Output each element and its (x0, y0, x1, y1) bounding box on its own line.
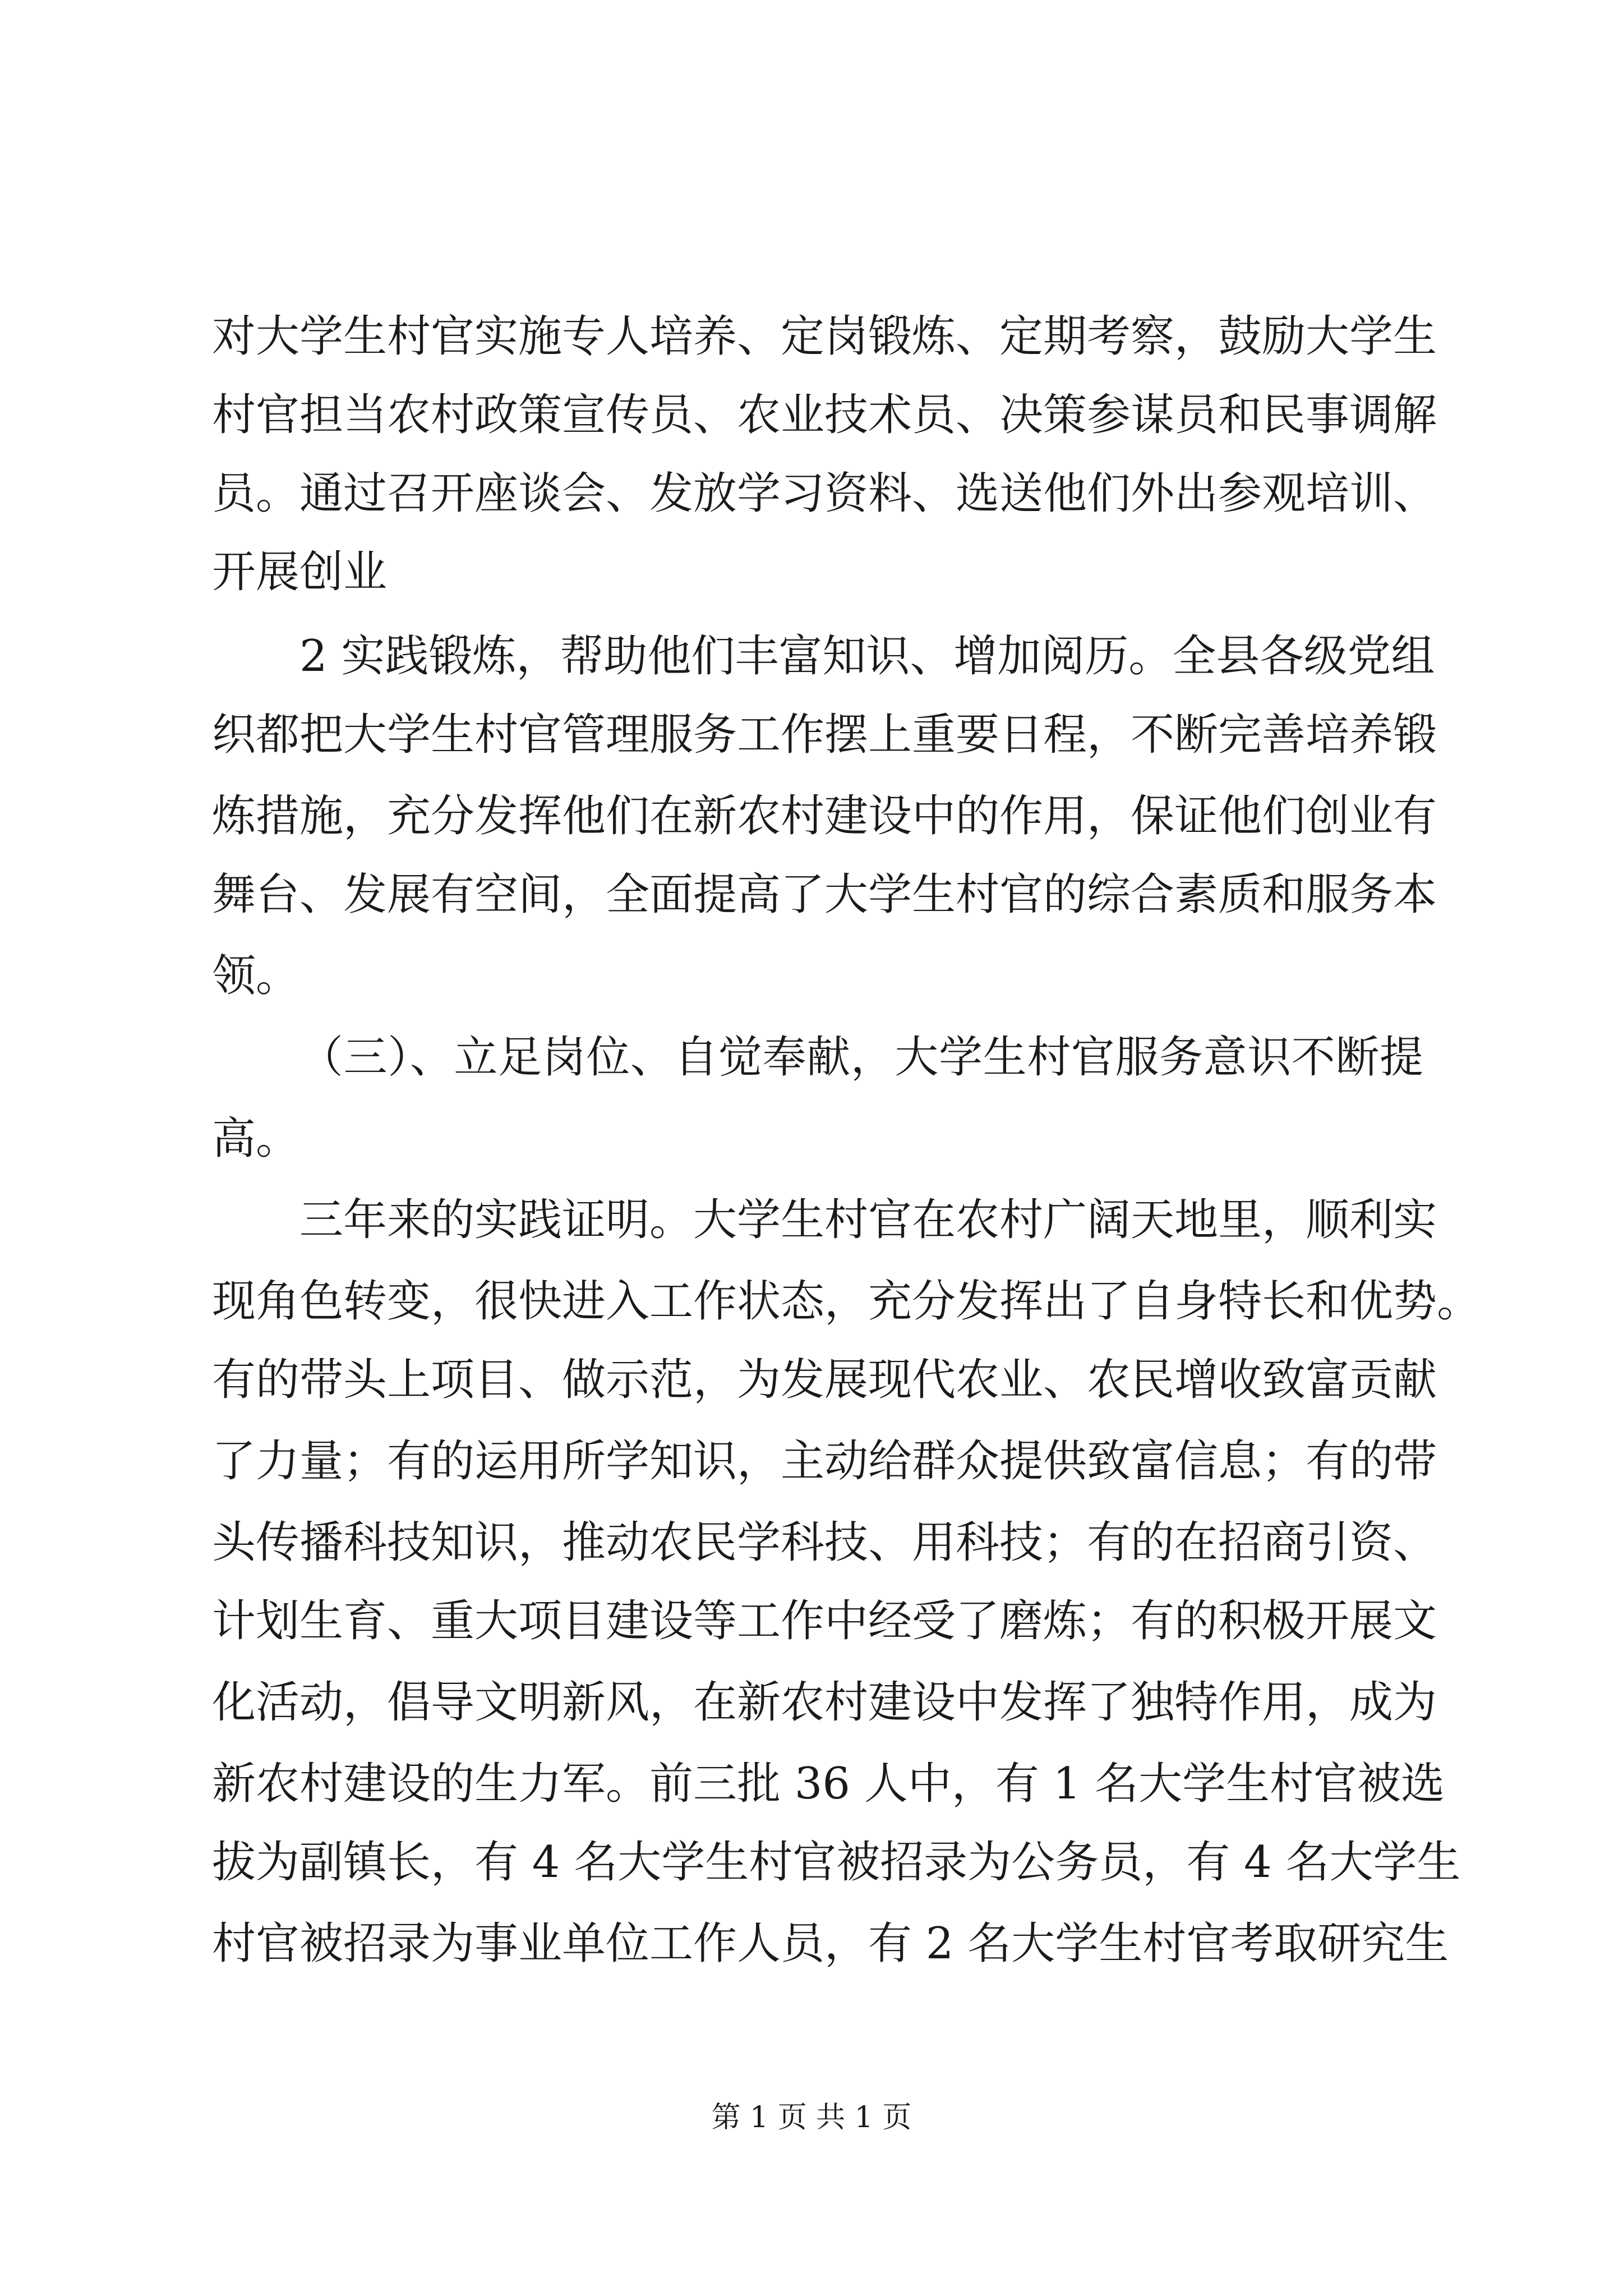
text-line: 领。 (212, 951, 300, 1001)
text-line: 村官被招录为事业单位工作人员，有 2 名大学生村官考取研究生 (212, 1918, 1449, 1969)
text-line: 拔为副镇长，有 4 名大学生村官被招录为公务员，有 4 名大学生 (212, 1837, 1461, 1888)
text-line: 开展创业 (212, 547, 388, 597)
text-line: 新农村建设的生力军。前三批 36 人中，有 1 名大学生村官被选 (212, 1759, 1445, 1809)
text-line: 对大学生村官实施专人培养、定岗锻炼、定期考察，鼓励大学生 (212, 311, 1437, 362)
text-line: 舞台、发展有空间，全面提高了大学生村官的综合素质和服务本 (212, 869, 1437, 920)
text-line: 化活动，倡导文明新风，在新农村建设中发挥了独特作用，成为 (212, 1677, 1437, 1728)
section-heading-continuation: 高。 (212, 1114, 300, 1164)
text-line: 有的带头上项目、做示范，为发展现代农业、农民增收致富贡献 (212, 1355, 1437, 1405)
section-heading: （三）、立足岗位、自觉奉献，大学生村官服务意识不断提 (299, 1032, 1423, 1083)
text-line: 炼措施，充分发挥他们在新农村建设中的作用，保证他们创业有 (212, 791, 1437, 841)
text-line: 了力量；有的运用所学知识，主动给群众提供致富信息；有的带 (212, 1436, 1437, 1487)
text-line: 村官担当农村政策宣传员、农业技术员、决策参谋员和民事调解 (212, 390, 1437, 440)
text-line: 计划生育、重大项目建设等工作中经受了磨炼；有的积极开展文 (212, 1596, 1437, 1646)
paragraph-first-line: 2 实践锻炼，帮助他们丰富知识、增加阅历。全县各级党组 (299, 631, 1435, 682)
paragraph-first-line: 三年来的实践证明。大学生村官在农村广阔天地里，顺利实 (299, 1195, 1437, 1245)
page-footer (0, 2098, 1623, 2137)
text-line: 现角色转变，很快进入工作状态，充分发挥出了自身特长和优势。 (212, 1276, 1481, 1327)
text-line: 头传播科技知识，推动农民学科技、用科技；有的在招商引资、 (212, 1517, 1437, 1568)
text-line: 织都把大学生村官管理服务工作摆上重要日程，不断完善培养锻 (212, 710, 1437, 760)
text-line: 员。通过召开座谈会、发放学习资料、选送他们外出参观培训、 (212, 468, 1437, 519)
page-number: 第 1 页 共 1 页 (711, 2101, 912, 2134)
